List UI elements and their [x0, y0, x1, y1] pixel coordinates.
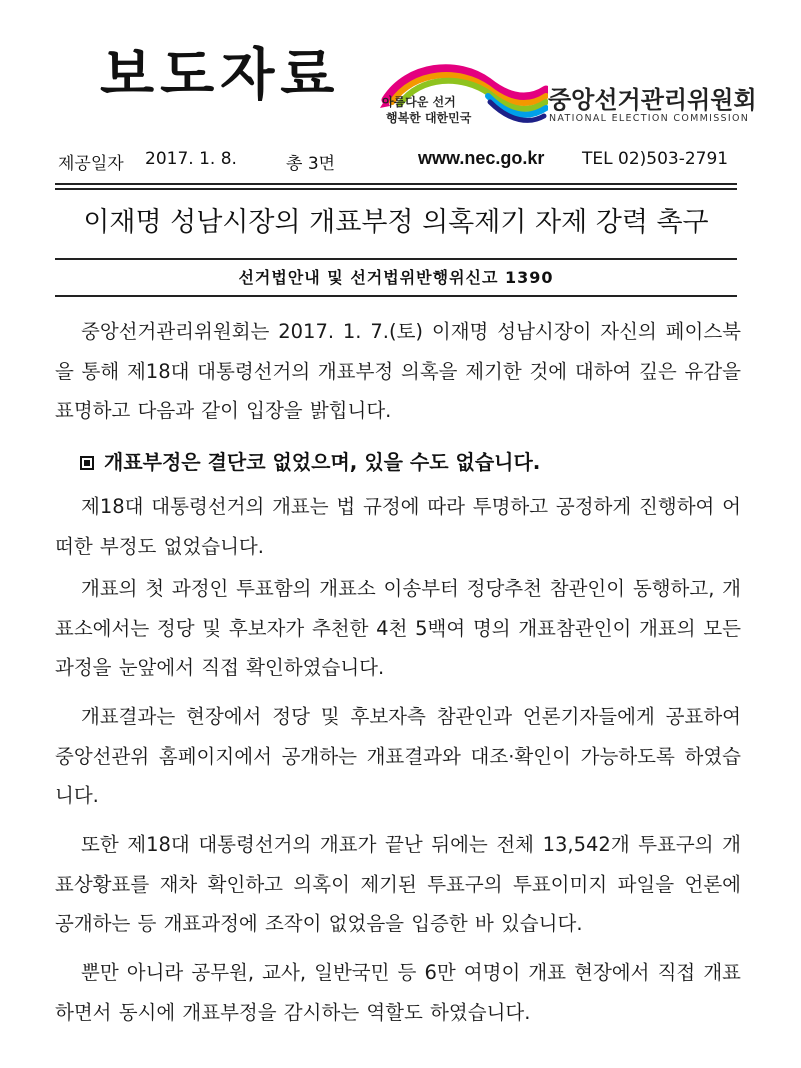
- slogan-line-1: 아름다운 선거: [382, 95, 456, 109]
- date-label: 제공일자: [58, 154, 124, 174]
- square-bullet-icon: [80, 456, 94, 470]
- divider: [55, 183, 737, 185]
- press-release-title: 보도자료: [100, 43, 341, 108]
- body-paragraph: 또한 제18대 대통령선거의 개표가 끝난 뒤에는 전체 13,542개 투표구의 개표상황표를 재차 확인하고 의혹이 제기된 투표구의 투표이미지 파일을 언론에 공개하는 등 개표과정에 조작이 없었음을 입증한 바 있습니다.: [55, 833, 741, 935]
- divider: [55, 258, 737, 260]
- org-name-korean: 중앙선거관리위원회: [548, 86, 757, 114]
- subheadline: 선거법안내 및 선거법위반행위신고 1390: [238, 268, 554, 287]
- intro-paragraph: 중앙선거관리위원회는 2017. 1. 7.(토) 이재명 성남시장이 자신의 페이스북을 통해 제18대 대통령선거의 개표부정 의혹을 제기한 것에 대하여 깊은 유감을 표명하고 다음과 같이 입장을 밝힙니다.: [55, 320, 741, 422]
- body-paragraph: 개표의 첫 과정인 투표함의 개표소 이송부터 정당추천 참관인이 동행하고, 개표소에서는 정당 및 후보자가 추천한 4천 5백여 명의 개표참관인이 개표의 모든 과정을 눈앞에서 직접 확인하였습니다.: [55, 577, 741, 679]
- org-name-english: NATIONAL ELECTION COMMISSION: [549, 113, 750, 124]
- slogan-line-2: 행복한 대한민국: [386, 111, 472, 125]
- body-paragraph: 제18대 대통령선거의 개표는 법 규정에 따라 투명하고 공정하게 진행하여 어떠한 부정도 없었습니다.: [55, 495, 741, 558]
- section-heading: [80, 446, 540, 475]
- section-heading-text: 개표부정은 결단코 없었으며, 있을 수도 없습니다.: [104, 450, 541, 474]
- body-paragraph: 개표결과는 현장에서 정당 및 후보자측 참관인과 언론기자들에게 공표하여 중앙선관위 홈페이지에서 공개하는 개표결과와 대조·확인이 가능하도록 하였습니다.: [55, 705, 741, 807]
- divider: [55, 188, 737, 190]
- website-link[interactable]: www.nec.go.kr: [418, 148, 545, 168]
- telephone: TEL 02)503-2791: [582, 149, 729, 169]
- body-paragraph: 뿐만 아니라 공무원, 교사, 일반국민 등 6만 여명이 개표 현장에서 직접 개표하면서 동시에 개표부정을 감시하는 역할도 하였습니다.: [55, 961, 741, 1024]
- divider: [55, 295, 737, 297]
- headline: 이재명 성남시장의 개표부정 의혹제기 자제 강력 촉구: [83, 207, 709, 238]
- page-count: 총 3면: [286, 154, 336, 174]
- release-date: 2017. 1. 8.: [145, 149, 237, 169]
- slogan: [382, 94, 471, 126]
